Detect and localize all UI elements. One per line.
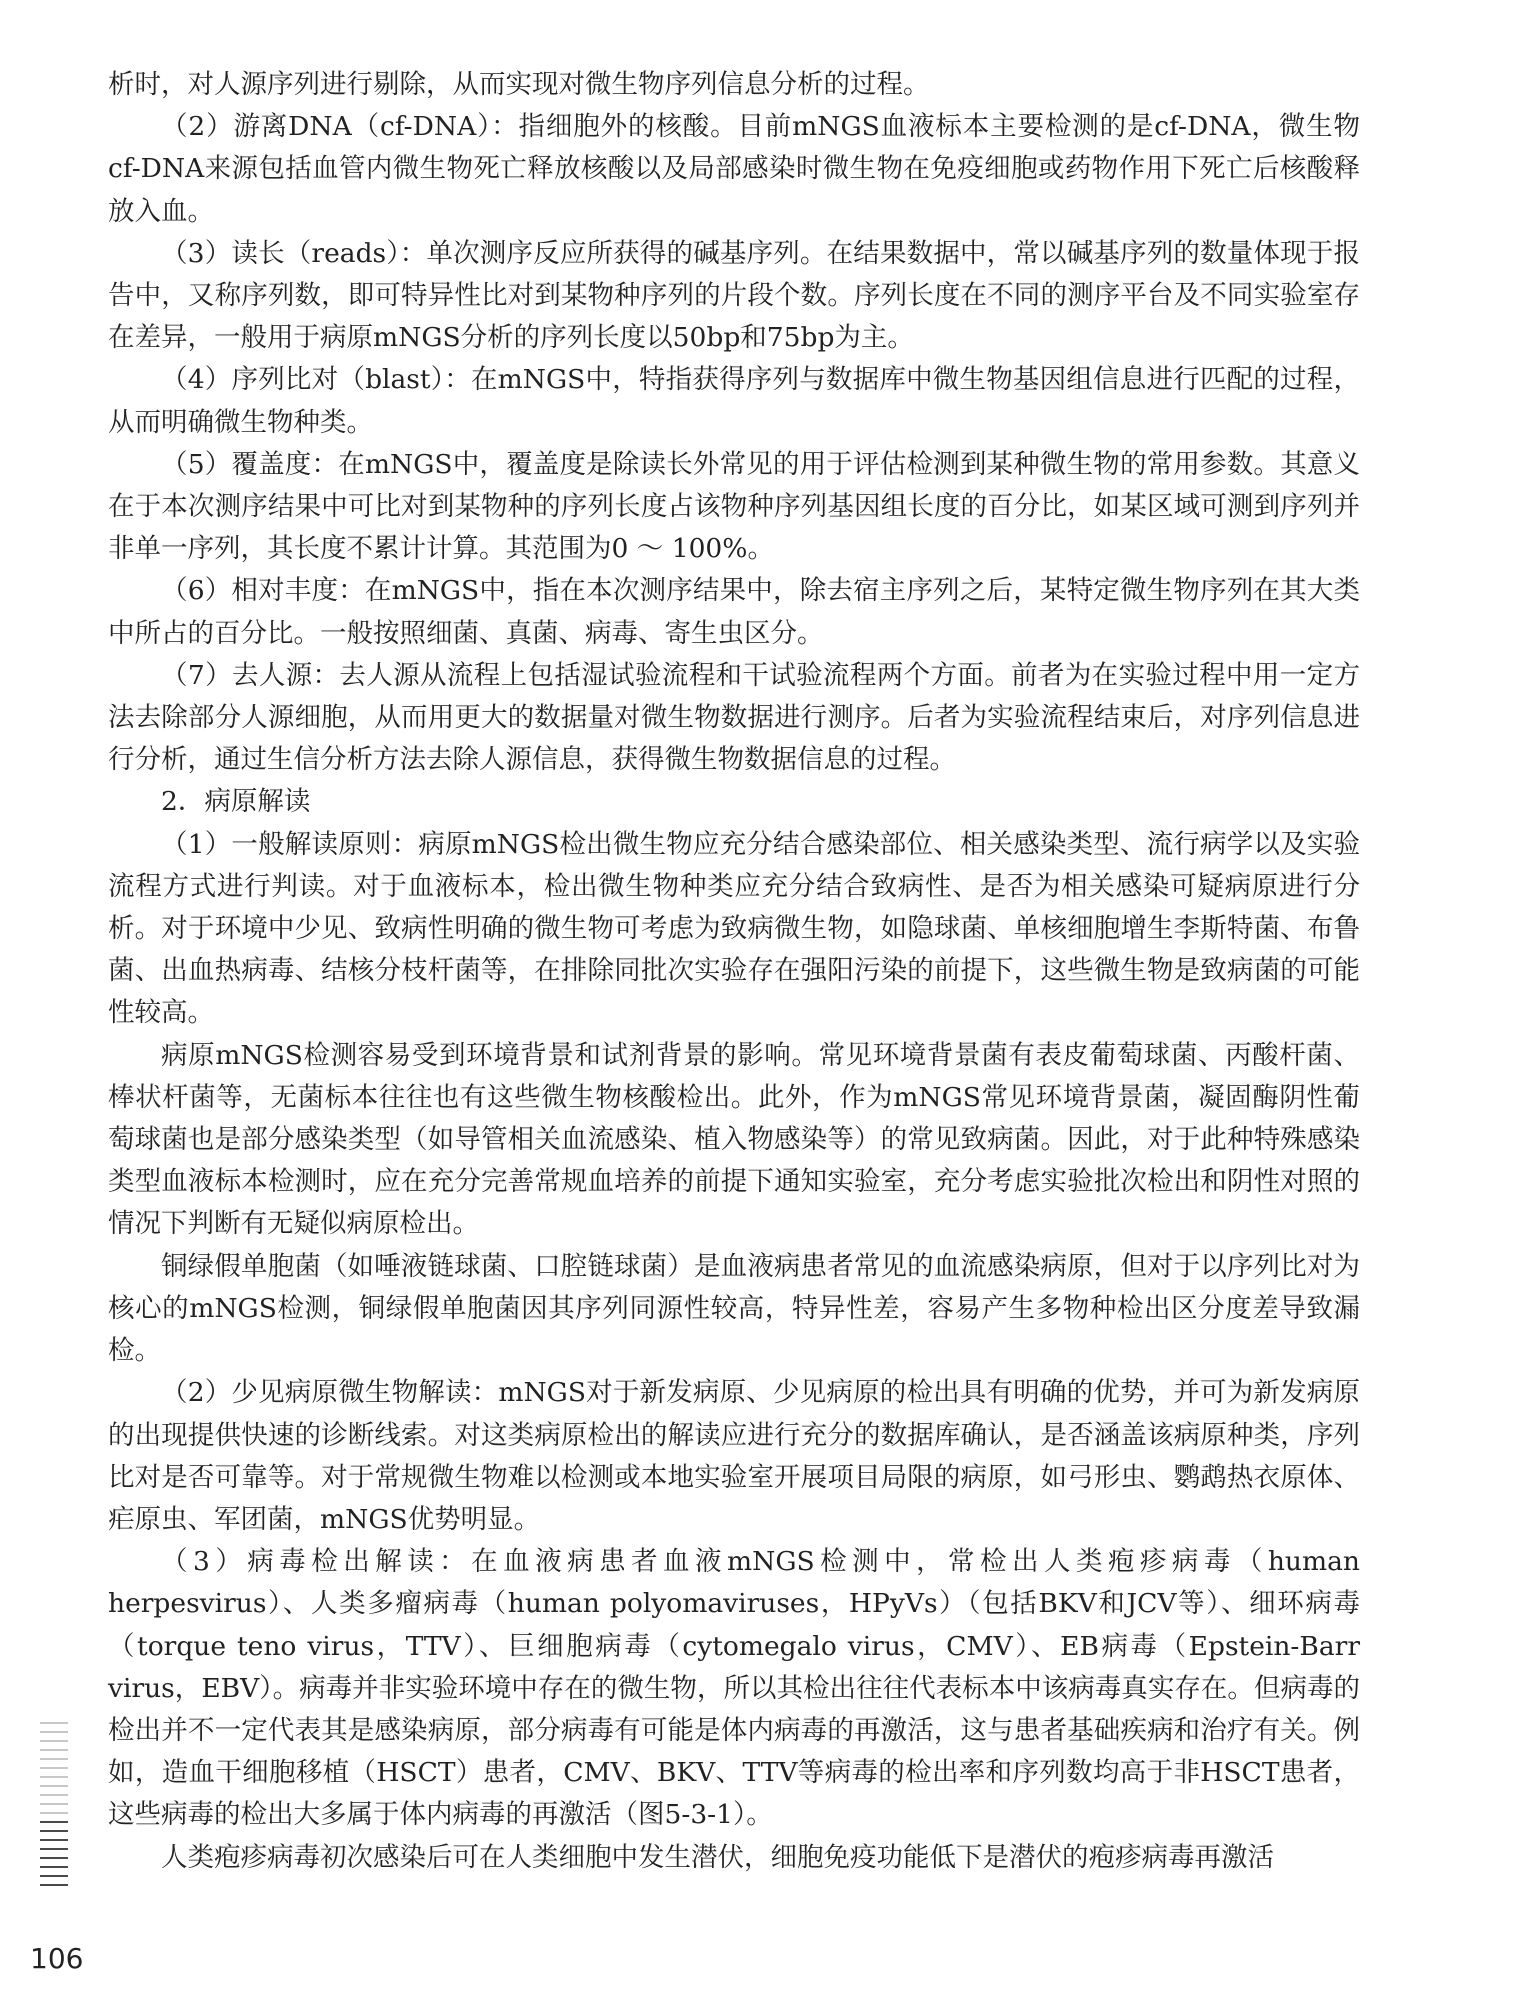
paragraph: 析时，对人源序列进行剔除，从而实现对微生物序列信息分析的过程。 [108,69,930,100]
margin-mark [40,1794,68,1796]
paragraph: （3）病毒检出解读：在血液病患者血液mNGS检测中，常检出人类疱疹病毒（human herpesvirus）、人类多瘤病毒（human polyomaviruses，HPyVs）（包括BKV和JCV等）、细环病毒（torque teno virus，TTV）、巨细胞病毒（cytomegalo virus，CMV）、EB病毒（Epstein-Barr virus，EBV）。病毒并非实验环境中存在的微生物，所以其检出往往代表标本中该病毒真实存在。但病毒的检出并不一定代表其是感染病原，部分病毒有可能是体内病毒的再激活，这与患者基础疾病和治疗有关。例如，造血干细胞移植（HSCT）患者，CMV、BKV、TTV等病毒的检出率和序列数均高于非HSCT患者，这些病毒的检出大多属于体内病毒的再激活（图5-3-1）。 [108,1546,1360,1831]
page-number: 106 [30,1942,84,1975]
page-body [108,64,1360,1879]
margin-mark [40,1821,68,1823]
paragraph: （1）一般解读原则：病原mNGS检出微生物应充分结合感染部位、相关感染类型、流行病学以及实验流程方式进行判读。对于血液标本，检出微生物种类应充分结合致病性、是否为相关感染可疑病原进行分析。对于环境中少见、致病性明确的微生物可考虑为致病微生物，如隐球菌、单核细胞增生李斯特菌、布鲁菌、出血热病毒、结核分枝杆菌等，在排除同批次实验存在强阳污染的前提下，这些微生物是致病菌的可能性较高。 [108,828,1360,1029]
margin-thumb-marks [40,1722,68,1893]
margin-mark [40,1722,68,1724]
paragraph: （2）游离DNA（cf-DNA）：指细胞外的核酸。目前mNGS血液标本主要检测的是cf-DNA，微生物cf-DNA来源包括血管内微生物死亡释放核酸以及局部感染时微生物在免疫细胞或药物作用下死亡后核酸释放入血。 [108,111,1360,227]
paragraph: 病原mNGS检测容易受到环境背景和试剂背景的影响。常见环境背景菌有表皮葡萄球菌、丙酸杆菌、棒状杆菌等，无菌标本往往也有这些微生物核酸检出。此外，作为mNGS常见环境背景菌，凝固酶阴性葡萄球菌也是部分感染类型（如导管相关血流感染、植入物感染等）的常见致病菌。因此，对于此种特殊感染类型血液标本检测时，应在充分完善常规血培养的前提下通知实验室，充分考虑实验批次检出和阴性对照的情况下判断有无疑似病原检出。 [108,1039,1360,1240]
margin-mark [40,1785,68,1787]
margin-mark [40,1830,68,1832]
margin-mark [40,1857,68,1859]
margin-mark [40,1875,68,1877]
margin-mark [40,1758,68,1760]
margin-mark [40,1812,68,1814]
section-heading: 2．病原解读 [161,786,311,818]
margin-mark [40,1767,68,1769]
margin-mark [40,1731,68,1733]
margin-mark [40,1740,68,1742]
margin-mark [40,1839,68,1841]
paragraph: （5）覆盖度：在mNGS中，覆盖度是除读长外常见的用于评估检测到某种微生物的常用参数。其意义在于本次测序结果中可比对到某物种的序列长度占该物种序列基因组长度的百分比，如某区域可测到序列并非单一序列，其长度不累计计算。其范围为0 ～ 100%。 [108,448,1360,565]
paragraph: （6）相对丰度：在mNGS中，指在本次测序结果中，除去宿主序列之后，某特定微生物序列在其大类中所占的百分比。一般按照细菌、真菌、病毒、寄生虫区分。 [108,575,1360,649]
paragraph: 人类疱疹病毒初次感染后可在人类细胞中发生潜伏，细胞免疫功能低下是潜伏的疱疹病毒再激活 [161,1841,1274,1873]
margin-mark [40,1776,68,1778]
paragraph: 铜绿假单胞菌（如唾液链球菌、口腔链球菌）是血液病患者常见的血流感染病原，但对于以序列比对为核心的mNGS检测，铜绿假单胞菌因其序列同源性较高，特异性差，容易产生多物种检出区分度差导致漏检。 [108,1250,1360,1367]
margin-mark [40,1803,68,1805]
margin-mark [40,1884,68,1886]
margin-mark [40,1848,68,1850]
margin-mark [40,1866,68,1868]
paragraph: （2）少见病原微生物解读：mNGS对于新发病原、少见病原的检出具有明确的优势，并可为新发病原的出现提供快速的诊断线索。对这类病原检出的解读应进行充分的数据库确认，是否涵盖该病原种类，序列比对是否可靠等。对于常规微生物难以检测或本地实验室开展项目局限的病原，如弓形虫、鹦鹉热衣原体、疟原虫、军团菌，mNGS优势明显。 [108,1377,1360,1535]
paragraph: （3）读长（reads）：单次测序反应所获得的碱基序列。在结果数据中，常以碱基序列的数量体现于报告中，又称序列数，即可特异性比对到某物种序列的片段个数。序列长度在不同的测序平台及不同实验室存在差异，一般用于病原mNGS分析的序列长度以50bp和75bp为主。 [108,237,1360,354]
margin-mark [40,1749,68,1751]
paragraph: （7）去人源：去人源从流程上包括湿试验流程和干试验流程两个方面。前者为在实验过程中用一定方法去除部分人源细胞，从而用更大的数据量对微生物数据进行测序。后者为实验流程结束后，对序列信息进行分析，通过生信分析方法去除人源信息，获得微生物数据信息的过程。 [108,659,1360,776]
paragraph: （4）序列比对（blast）：在mNGS中，特指获得序列与数据库中微生物基因组信息进行匹配的过程，从而明确微生物种类。 [108,364,1360,438]
